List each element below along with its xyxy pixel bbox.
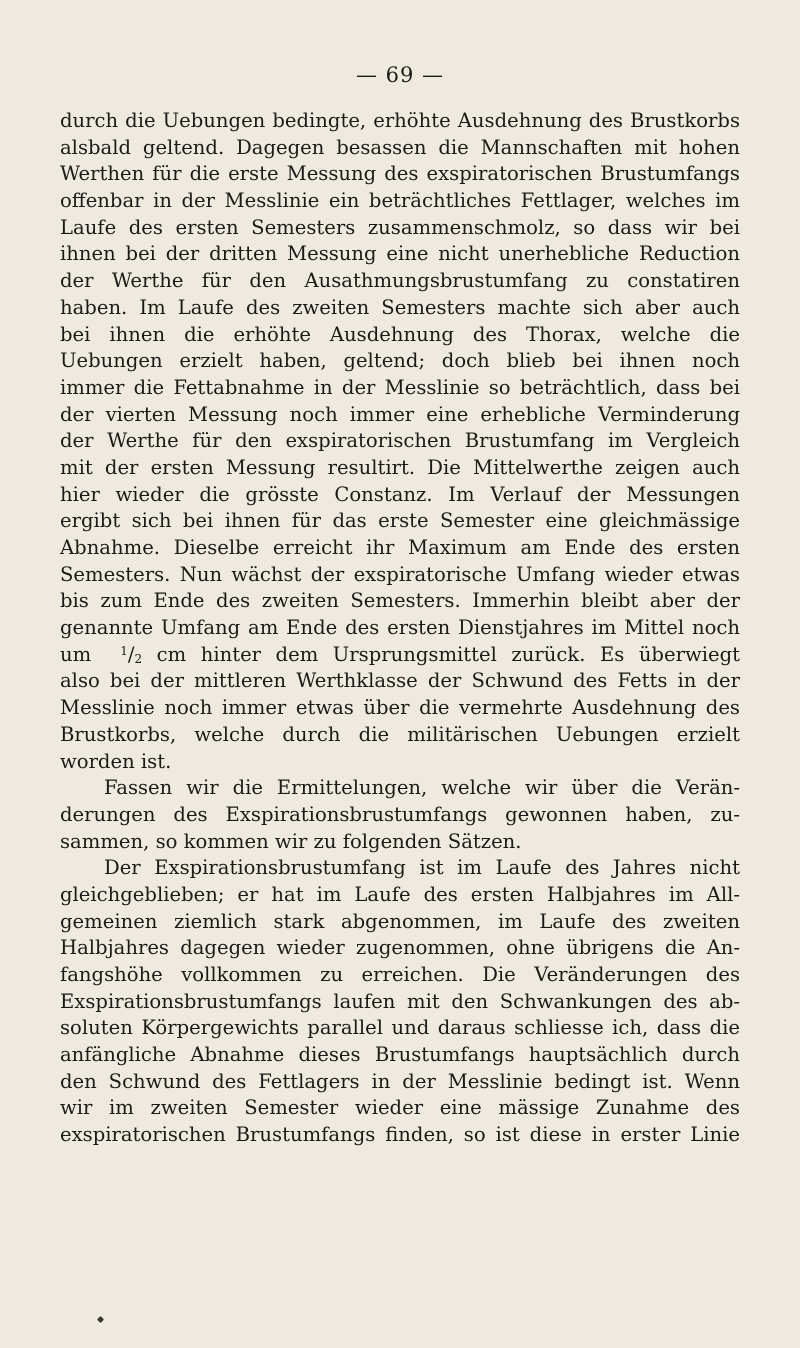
text-line: offenbar in der Messlinie ein beträchtliches Fettlager, welches im xyxy=(60,189,740,213)
text-line: sammen, so kommen wir zu folgenden Sätzen. xyxy=(60,829,522,853)
text-line: hier wieder die grösste Constanz. Im Verlauf der Messungen xyxy=(60,482,740,506)
text-line: mit der ersten Messung resultirt. Die Mittelwerthe zeigen auch xyxy=(60,455,740,479)
fraction-prefix: um xyxy=(60,642,92,666)
text-line: Brustkorbs, welche durch die militärischen Uebungen erzielt xyxy=(60,722,740,746)
text-line: Laufe des ersten Semesters zusammenschmolz, so dass wir bei xyxy=(60,215,740,239)
text-line: Fassen wir die Ermittelungen, welche wir über die Verän- xyxy=(104,776,740,800)
text-line: der vierten Messung noch immer eine erhebliche Verminderung xyxy=(60,402,740,426)
text-line: den Schwund des Fettlagers in der Messlinie bedingt ist. Wenn xyxy=(60,1069,740,1093)
page-number: — 69 — xyxy=(355,63,445,87)
text-line: gleichgeblieben; er hat im Laufe des ersten Halbjahres im All- xyxy=(60,882,740,906)
text-line: also bei der mittleren Werthklasse der Schwund des Fetts in der xyxy=(60,669,740,693)
fraction-slash: / xyxy=(127,642,135,666)
text-line: haben. Im Laufe des zweiten Semesters machte sich aber auch xyxy=(60,295,740,319)
text-line: anfängliche Abnahme dieses Brustumfangs hauptsächlich durch xyxy=(60,1043,740,1067)
text-line: der Werthe für den exspiratorischen Brustumfang im Vergleich xyxy=(60,429,740,453)
text-line: wir im zweiten Semester wieder eine mässige Zunahme des xyxy=(60,1096,740,1120)
text-line-with-fraction xyxy=(60,642,740,669)
text-line: der Werthe für den Ausathmungsbrustumfang zu constatiren xyxy=(60,269,740,293)
text-line: genannte Umfang am Ende des ersten Dienstjahres im Mittel noch xyxy=(60,616,740,640)
text-line: Abnahme. Dieselbe erreicht ihr Maximum am Ende des ersten xyxy=(60,536,740,559)
text-line: soluten Körpergewichts parallel und daraus schliesse ich, dass die xyxy=(60,1016,740,1040)
text-line: Halbjahres dagegen wieder zugenommen, ohne übrigens die An- xyxy=(60,936,740,960)
text-line: Werthen für die erste Messung des exspiratorischen Brustumfangs xyxy=(60,162,740,186)
text-line: durch die Uebungen bedingte, erhöhte Ausdehnung des Brustkorbs xyxy=(60,109,740,132)
text-line: ihnen bei der dritten Messung eine nicht unerhebliche Reduction xyxy=(60,242,740,266)
text-line: Messlinie noch immer etwas über die vermehrte Ausdehnung des xyxy=(60,696,740,720)
text-line: Uebungen erzielt haben, geltend; doch blieb bei ihnen noch xyxy=(60,349,740,373)
text-line: ergibt sich bei ihnen für das erste Semester eine gleichmässige xyxy=(60,509,740,533)
ink-speck xyxy=(97,1316,104,1323)
text-line: worden ist. xyxy=(60,749,172,773)
text-line: bei ihnen die erhöhte Ausdehnung des Thorax, welche die xyxy=(60,322,740,346)
text-line: alsbald geltend. Dagegen besassen die Mannschaften mit hohen xyxy=(60,135,740,159)
text-line: exspiratorischen Brustumfangs finden, so ist diese in erster Linie xyxy=(60,1123,740,1147)
body-text xyxy=(60,108,740,1149)
fraction-denominator: 2 xyxy=(134,651,143,666)
fraction-line-text: cm hinter dem Ursprungsmittel zurück. Es überwiegt xyxy=(156,642,740,666)
text-line: derungen des Exspirationsbrustumfangs gewonnen haben, zu- xyxy=(60,802,740,826)
text-line: fangshöhe vollkommen zu erreichen. Die Veränderungen des xyxy=(60,963,740,986)
text-line: Der Exspirationsbrustumfang ist im Laufe des Jahres nicht xyxy=(104,856,740,880)
text-line: Semesters. Nun wächst der exspiratorische Umfang wieder etwas xyxy=(60,562,740,586)
fraction-numerator: 1 xyxy=(120,643,128,658)
text-line: Exspirationsbrustumfangs laufen mit den Schwankungen des ab- xyxy=(60,989,740,1013)
text-line: bis zum Ende des zweiten Semesters. Immerhin bleibt aber der xyxy=(60,589,740,613)
text-line: immer die Fettabnahme in der Messlinie so beträchtlich, dass bei xyxy=(60,375,740,399)
text-line: gemeinen ziemlich stark abgenommen, im Laufe des zweiten xyxy=(60,909,740,933)
